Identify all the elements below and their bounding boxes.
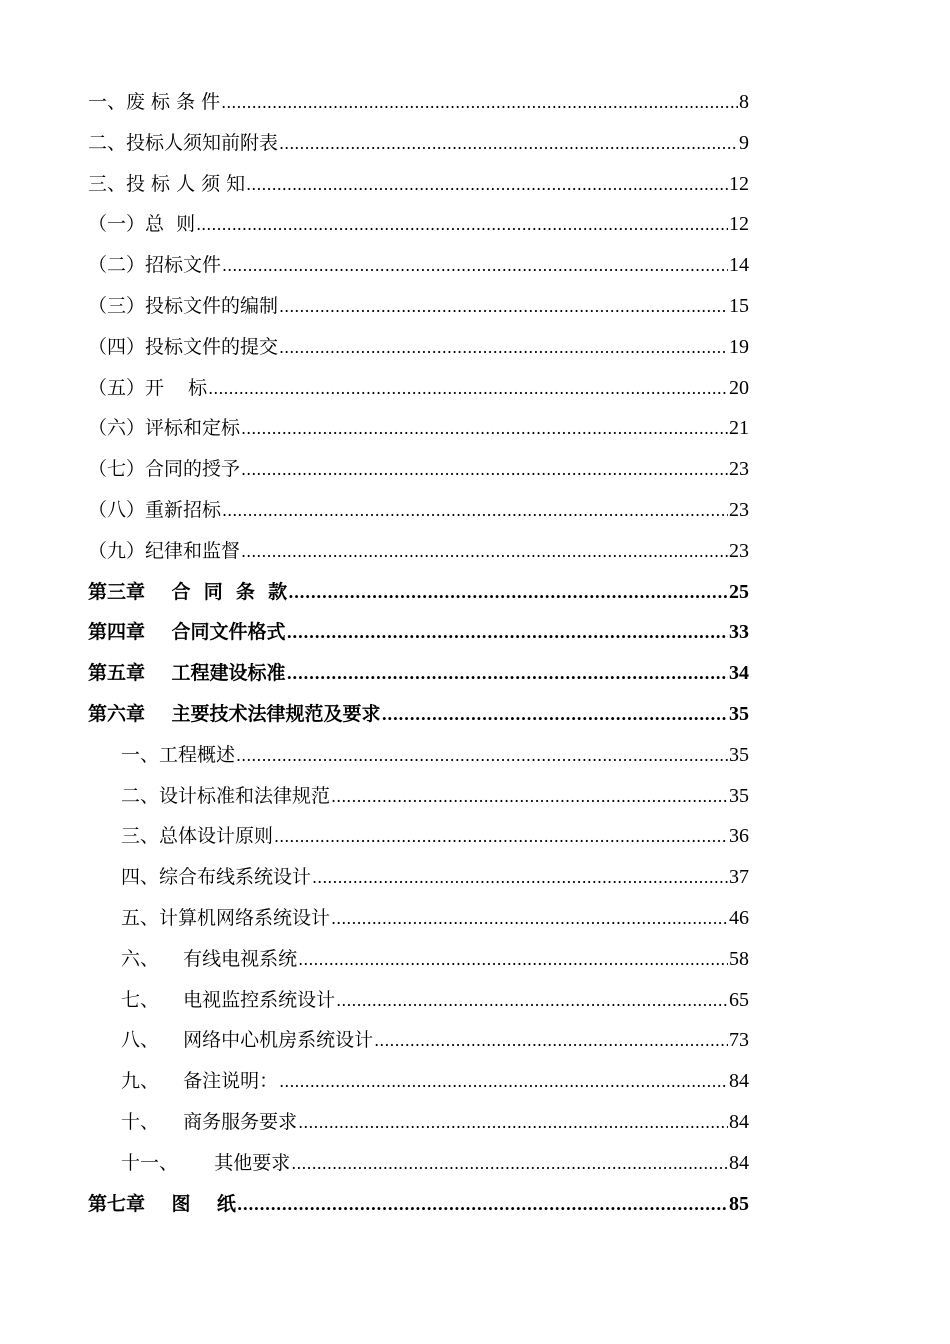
toc-entry-title: 第三章 合 同 条 款: [88, 580, 288, 603]
dot-leader: [298, 940, 728, 981]
toc-entry[interactable]: [88, 776, 749, 817]
dot-leader: [246, 165, 728, 206]
toc-entry[interactable]: [88, 1102, 749, 1143]
toc-entry[interactable]: [88, 816, 749, 857]
toc-entry-title: 三、总体设计原则: [121, 825, 274, 848]
toc-entry-title: （八）重新招标: [88, 498, 222, 521]
toc-entry-page: 23: [729, 498, 749, 521]
dot-leader: [336, 981, 728, 1022]
toc-entry-title: 二、投标人须知前附表: [88, 131, 279, 154]
toc-entry-page: 84: [729, 1151, 749, 1174]
toc-entry[interactable]: [88, 286, 749, 327]
toc-entry-page: 12: [729, 172, 749, 195]
toc-entry-page: 65: [729, 988, 749, 1011]
dot-leader: [222, 491, 728, 532]
toc-entry-page: 14: [729, 254, 749, 277]
toc-entry-title: 三、投 标 人 须 知: [88, 172, 246, 195]
toc-entry[interactable]: [88, 939, 749, 980]
dot-leader: [374, 1021, 728, 1062]
toc-entry-page: 46: [729, 906, 749, 929]
toc-entry-page: 58: [729, 947, 749, 970]
dot-leader: [241, 450, 728, 491]
toc-entry-title: 八、 网络中心机房系统设计: [121, 1029, 374, 1052]
toc-entry-page: 85: [729, 1192, 749, 1215]
toc-entry-page: 35: [729, 784, 749, 807]
toc-entry-page: 35: [729, 702, 749, 725]
toc-entry-page: 15: [729, 294, 749, 317]
toc-entry[interactable]: [88, 1061, 749, 1102]
toc-entry[interactable]: [88, 245, 749, 286]
toc-entry-title: 六、 有线电视系统: [121, 947, 298, 970]
toc-entry[interactable]: [88, 1020, 749, 1061]
toc-chapter-entry[interactable]: [88, 653, 749, 694]
toc-entry-page: 84: [729, 1070, 749, 1093]
toc-chapter-entry[interactable]: [88, 1184, 749, 1225]
dot-leader: [196, 205, 728, 246]
dot-leader: [279, 287, 728, 328]
toc-entry[interactable]: [88, 735, 749, 776]
dot-leader: [236, 736, 728, 777]
toc-entry-title: 一、工程概述: [121, 743, 236, 766]
dot-leader: [286, 654, 728, 695]
dot-leader: [274, 817, 728, 858]
toc-entry-title: 四、综合布线系统设计: [121, 866, 312, 889]
toc-entry-title: 二、设计标准和法律规范: [121, 784, 331, 807]
dot-leader: [279, 1062, 728, 1103]
dot-leader: [286, 613, 728, 654]
toc-entry-title: 十、 商务服务要求: [121, 1110, 298, 1133]
toc-entry[interactable]: [88, 1143, 749, 1184]
toc-entry[interactable]: [88, 408, 749, 449]
toc-entry-title: （四）投标文件的提交: [88, 335, 279, 358]
toc-entry-title: 第六章 主要技术法律规范及要求: [88, 702, 381, 725]
dot-leader: [222, 246, 728, 287]
toc-entry[interactable]: [88, 204, 749, 245]
toc-entry[interactable]: [88, 82, 749, 123]
dot-leader: [241, 409, 728, 450]
toc-entry-title: （六）评标和定标: [88, 417, 241, 440]
dot-leader: [288, 573, 728, 614]
toc-entry-page: 33: [729, 621, 749, 644]
toc-chapter-entry[interactable]: [88, 572, 749, 613]
toc-entry-title: （二）招标文件: [88, 254, 222, 277]
dot-leader: [241, 532, 728, 573]
dot-leader: [298, 1103, 728, 1144]
dot-leader: [331, 899, 728, 940]
toc-entry[interactable]: [88, 531, 749, 572]
dot-leader: [291, 1144, 728, 1185]
toc-entry[interactable]: [88, 857, 749, 898]
toc-entry[interactable]: [88, 368, 749, 409]
toc-entry-page: 12: [729, 213, 749, 236]
toc-entry-title: 第七章 图 纸: [88, 1192, 236, 1215]
toc-entry-title: （三）投标文件的编制: [88, 294, 279, 317]
dot-leader: [237, 1185, 728, 1226]
toc-entry-title: 七、 电视监控系统设计: [121, 988, 336, 1011]
toc-entry-page: 84: [729, 1110, 749, 1133]
toc-entry-page: 73: [729, 1029, 749, 1052]
toc-entry-title: 第四章 合同文件格式: [88, 621, 286, 644]
toc-entry-title: 第五章 工程建设标准: [88, 662, 286, 685]
dot-leader: [279, 328, 728, 369]
toc-entry-page: 23: [729, 458, 749, 481]
toc-entry-title: 九、 备注说明：: [121, 1070, 279, 1093]
toc-entry-page: 34: [729, 662, 749, 685]
toc-entry-page: 19: [729, 335, 749, 358]
toc-chapter-entry[interactable]: [88, 694, 749, 735]
dot-leader: [331, 777, 728, 818]
dot-leader: [208, 369, 728, 410]
toc-entry[interactable]: [88, 327, 749, 368]
toc-entry-page: 8: [739, 91, 749, 113]
toc-entry[interactable]: [88, 898, 749, 939]
toc-entry-title: 一、废 标 条 件: [88, 91, 221, 113]
toc-entry-page: 25: [729, 580, 749, 603]
dot-leader: [279, 124, 738, 165]
toc-entry-page: 36: [729, 825, 749, 848]
toc-entry-page: 9: [739, 131, 749, 154]
toc-entry[interactable]: [88, 164, 749, 205]
toc-entry[interactable]: [88, 490, 749, 531]
toc-entry-page: 20: [729, 376, 749, 399]
toc-chapter-entry[interactable]: [88, 612, 749, 653]
toc-entry[interactable]: [88, 123, 749, 164]
toc-entry-page: 23: [729, 539, 749, 562]
toc-entry-title: （七）合同的授予: [88, 458, 241, 481]
toc-entry-title: （五）开 标: [88, 376, 208, 399]
toc-entry[interactable]: [88, 980, 749, 1021]
table-of-contents: [88, 82, 749, 1224]
toc-entry-page: 37: [729, 866, 749, 889]
toc-entry-title: （一）总 则: [88, 213, 196, 236]
toc-entry-title: （九）纪律和监督: [88, 539, 241, 562]
dot-leader: [221, 83, 738, 124]
dot-leader: [381, 695, 728, 736]
toc-entry-title: 五、计算机网络系统设计: [121, 906, 331, 929]
toc-entry-page: 21: [729, 417, 749, 440]
toc-entry[interactable]: [88, 449, 749, 490]
dot-leader: [312, 858, 728, 899]
toc-entry-page: 35: [729, 743, 749, 766]
toc-entry-title: 十一、 其他要求: [121, 1151, 291, 1174]
